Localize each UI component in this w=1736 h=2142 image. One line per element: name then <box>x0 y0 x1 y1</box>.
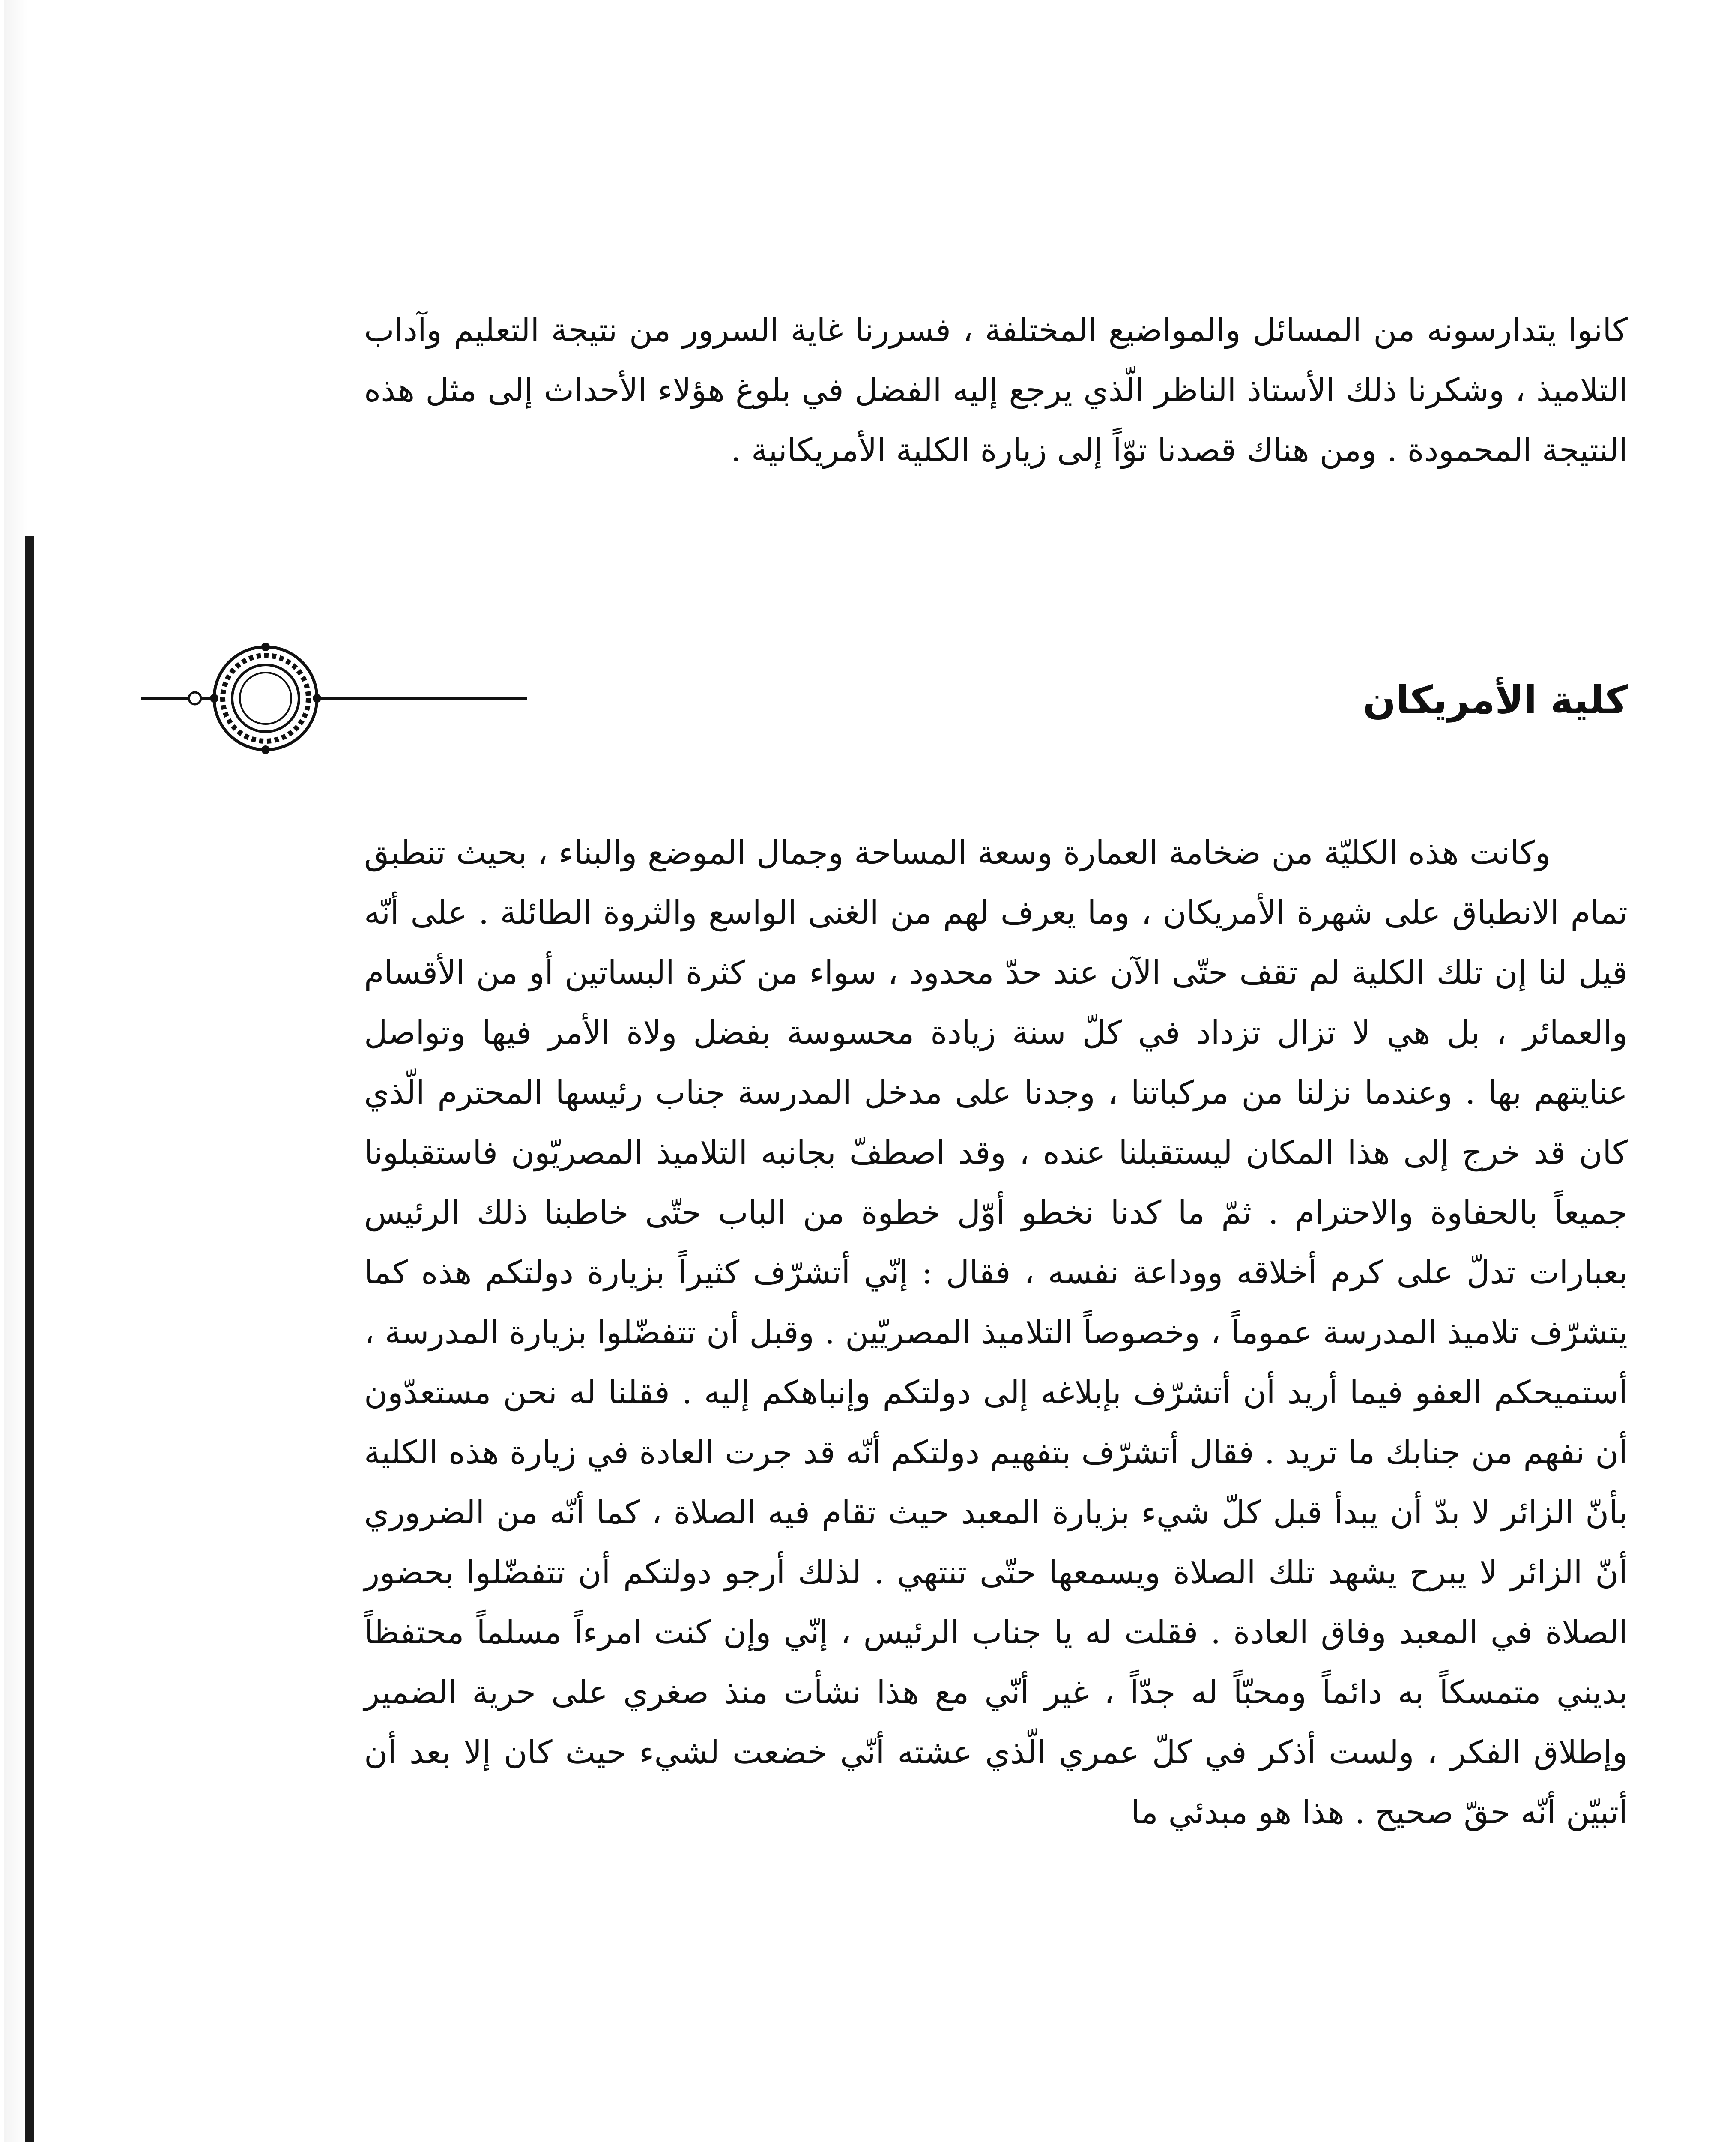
main-paragraph <box>364 823 1628 1842</box>
ornament-divider-icon <box>141 634 527 763</box>
main-paragraph-text: وكانت هذه الكليّة من ضخامة العمارة وسعة المساحة وجمال الموضع والبناء ، بحيث تنطبق تمام الانطباق على شهرة الأمريكان ، وما يعرف لهم من الغنى الواسع والثروة الطائلة . على أنّه قيل لنا إن تلك الكلية لم تقف حتّى الآن عند حدّ محدود ، سواء من كثرة البساتين أو من الأقسام والعمائر ، بل هي لا تزال تزداد في كلّ سنة زيادة محسوسة بفضل ولاة الأمر فيها وتواصل عنايتهم بها . وعندما نزلنا من مركباتنا ، وجدنا على مدخل المدرسة جناب رئيسها المحترم الّذي كان قد خرج إلى هذا المكان ليستقبلنا عنده ، وقد اصطفّ بجانبه التلاميذ المصريّون فاستقبلونا جميعاً بالحفاوة والاحترام . ثمّ ما كدنا نخطو أوّل خطوة من الباب حتّى خاطبنا ذلك الرئيس بعبارات تدلّ على كرم أخلاقه ووداعة نفسه ، فقال : إنّي أتشرّف كثيراً بزيارة دولتكم هذه كما يتشرّف تلاميذ المدرسة عموماً ، وخصوصاً التلاميذ المصريّين . وقبل أن تتفضّلوا بزيارة المدرسة ، أستميحكم العفو فيما أريد أن أتشرّف بإبلاغه إلى دولتكم وإنباهكم إليه . فقلنا له نحن مستعدّون أن نفهم من جنابك ما تريد . فقال أتشرّف بتفهيم دولتكم أنّه قد جرت العادة في زيارة هذه الكلية بأنّ الزائر لا بدّ أن يبدأ قبل كلّ شيء بزيارة المعبد حيث تقام فيه الصلاة ، كما أنّه من الضروري أنّ الزائر لا يبرح يشهد تلك الصلاة ويسمعها حتّى تنتهي . لذلك أرجو دولتكم أن تتفضّلوا بحضور الصلاة في المعبد وفاق العادة . فقلت له يا جناب الرئيس ، إنّي وإن كنت امرءاً مسلماً محتفظاً بديني متمسكاً به دائماً ومحبّاً له جدّاً ، غير أنّي مع هذا نشأت منذ صغري على حرية الضمير وإطلاق الفكر ، ولست أذكر في كلّ عمري الّذي عشته أنّي خضعت لشيء حيث كان إلا بعد أن أتبيّن أنّه حقّ صحيح . هذا هو مبدئي ما <box>364 834 1628 1831</box>
section-heading: كلية الأمريكان <box>1363 678 1628 723</box>
spine-edge <box>25 536 34 2142</box>
intro-paragraph-text: كانوا يتدارسونه من المسائل والمواضيع المختلفة ، فسررنا غاية السرور من نتيجة التعليم وآداب التلاميذ ، وشكرنا ذلك الأستاذ الناظر الّذي يرجع إليه الفضل في بلوغ هؤلاء الأحداث إلى مثل هذه النتيجة المحمودة . ومن هناك قصدنا توّاً إلى زيارة الكلية الأمريكانية . <box>364 311 1628 469</box>
intro-paragraph <box>364 300 1628 480</box>
spine-shadow <box>4 0 28 2142</box>
